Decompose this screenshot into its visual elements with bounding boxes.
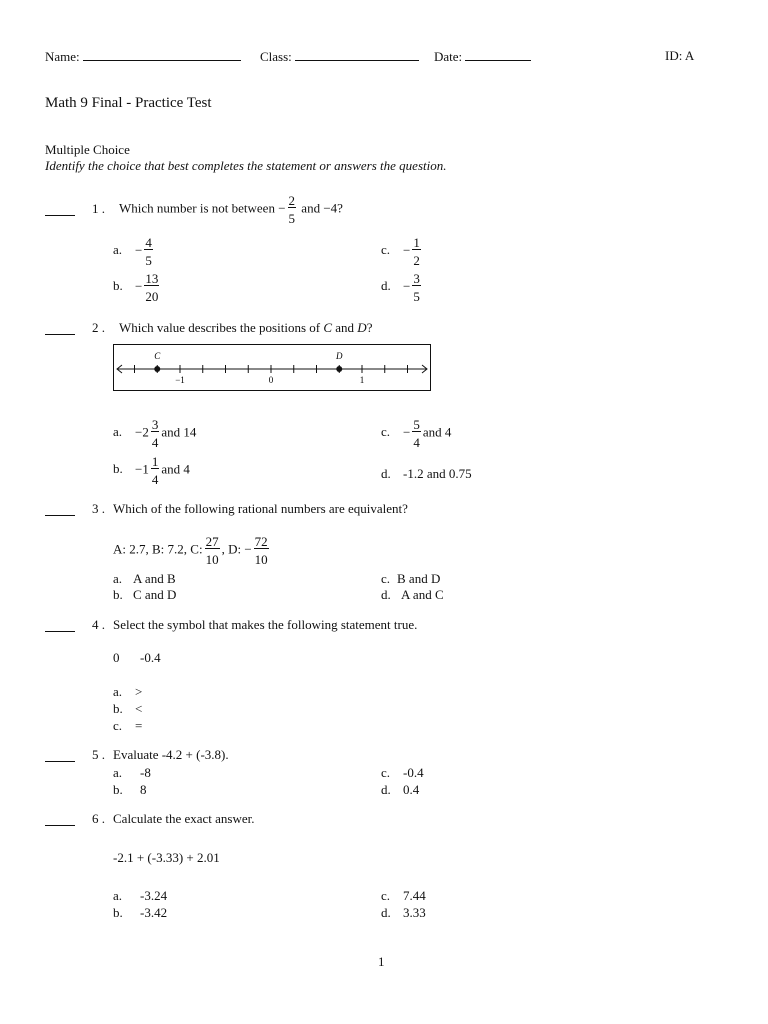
choice-3d[interactable]: d. A and C	[381, 587, 444, 602]
choice-2d[interactable]: d. -1.2 and 0.75	[381, 466, 472, 481]
point-c-label: C	[154, 351, 161, 361]
point-d-dot	[336, 366, 342, 372]
question-number-5: 5 .	[92, 747, 105, 762]
stem-text: and −4?	[301, 200, 343, 216]
section-instructions: Identify the choice that best completes the statement or answers the question.	[45, 158, 447, 173]
choice-2b[interactable]: b. −1 $\frac{1}{4}$ and 4	[113, 454, 190, 487]
choice-2a[interactable]: a. −2 $\frac{3}{4}$ and 14	[113, 417, 197, 450]
question-stem-6: Calculate the exact answer.	[113, 811, 255, 826]
fraction: $\frac{13}{20}$	[145, 271, 159, 304]
choice-5d[interactable]: d. 0.4	[381, 782, 420, 797]
expression-6: -2.1 + (-3.33) + 2.01	[113, 850, 220, 865]
choice-5b[interactable]: b. 8	[113, 782, 147, 797]
question-number-2: 2 .	[92, 320, 105, 335]
choice-3c[interactable]: c. B and D	[381, 571, 441, 586]
question-stem-3: Which of the following rational numbers are equivalent?	[113, 501, 408, 516]
choice-4a[interactable]: a. >	[113, 684, 143, 699]
id-label: ID: A	[665, 48, 695, 63]
class-field	[260, 48, 419, 65]
choice-6b[interactable]: b. -3.42	[113, 905, 168, 920]
fraction: $\frac{1}{4}$	[151, 454, 159, 487]
stem-text: Which number is not between −	[119, 200, 286, 216]
fraction: $\frac{1}{2}$	[413, 235, 420, 268]
choice-6c[interactable]: c. 7.44	[381, 888, 426, 903]
answer-blank-3[interactable]	[45, 514, 75, 516]
question-number-1: 1 .	[92, 201, 105, 216]
tick-label-1: 1	[359, 375, 365, 385]
date-label: Date:	[434, 49, 463, 64]
question-stem-4: Select the symbol that makes the following statement true.	[113, 617, 418, 632]
page-number: 1	[378, 954, 385, 969]
point-c-dot	[154, 366, 160, 372]
choice-1b[interactable]: b. − $\frac{13}{20}$	[113, 271, 159, 304]
date-blank[interactable]	[465, 48, 531, 61]
fraction: $\frac{27}{10}$	[205, 534, 219, 567]
date-field	[434, 48, 531, 65]
answer-blank-1[interactable]	[45, 214, 75, 216]
tick-label-neg1: −1	[175, 375, 185, 385]
question-number-4: 4 .	[92, 617, 105, 632]
choice-4c[interactable]: c. =	[113, 718, 143, 733]
name-field	[45, 48, 241, 65]
class-blank[interactable]	[295, 48, 419, 61]
expression-4: 0 -0.4	[113, 650, 161, 665]
tick-label-0: 0	[268, 375, 274, 385]
choice-1c[interactable]: c. − $\frac{1}{2}$	[381, 235, 420, 268]
point-d-label: D	[336, 351, 343, 361]
number-line	[113, 344, 431, 391]
name-blank[interactable]	[83, 48, 241, 61]
page-title: Math 9 Final - Practice Test	[45, 95, 212, 111]
choice-1d[interactable]: d. − $\frac{3}{5}$	[381, 271, 420, 304]
answer-blank-6[interactable]	[45, 824, 75, 826]
question-number-6: 6 .	[92, 811, 105, 826]
choice-3b[interactable]: b. C and D	[113, 587, 177, 602]
choice-5c[interactable]: c. -0.4	[381, 765, 424, 780]
fraction: $\frac{5}{4}$	[413, 417, 420, 450]
answer-blank-4[interactable]	[45, 630, 75, 632]
answer-blank-5[interactable]	[45, 760, 75, 762]
choice-6a[interactable]: a. -3.24	[113, 888, 168, 903]
fraction: $\frac{72}{10}$	[254, 534, 268, 567]
given-values-3: A: 2.7, B: 7.2, C: $\frac{27}{10}$ , D: − $\frac{72}{10}$	[113, 534, 268, 567]
fraction: $\frac{2}{5}$	[288, 193, 296, 226]
fraction: $\frac{3}{4}$	[151, 417, 159, 450]
fraction: $\frac{4}{5}$	[145, 235, 152, 268]
fraction: $\frac{3}{5}$	[413, 271, 420, 304]
question-stem-5: Evaluate -4.2 + (-3.8).	[113, 747, 229, 762]
answer-blank-2[interactable]	[45, 333, 75, 335]
section-heading: Multiple Choice	[45, 142, 130, 157]
question-stem-2: Which value describes the positions of C and D?	[119, 320, 373, 335]
question-number-3: 3 .	[92, 501, 105, 516]
choice-2c[interactable]: c. − $\frac{5}{4}$ and 4	[381, 417, 452, 450]
choice-1a[interactable]: a. − $\frac{4}{5}$	[113, 235, 152, 268]
choice-4b[interactable]: b. <	[113, 701, 143, 716]
class-label: Class:	[260, 49, 292, 64]
name-label: Name:	[45, 49, 80, 64]
choice-5a[interactable]: a. -8	[113, 765, 151, 780]
question-stem-1	[119, 194, 343, 225]
choice-6d[interactable]: d. 3.33	[381, 905, 426, 920]
choice-3a[interactable]: a. A and B	[113, 571, 176, 586]
